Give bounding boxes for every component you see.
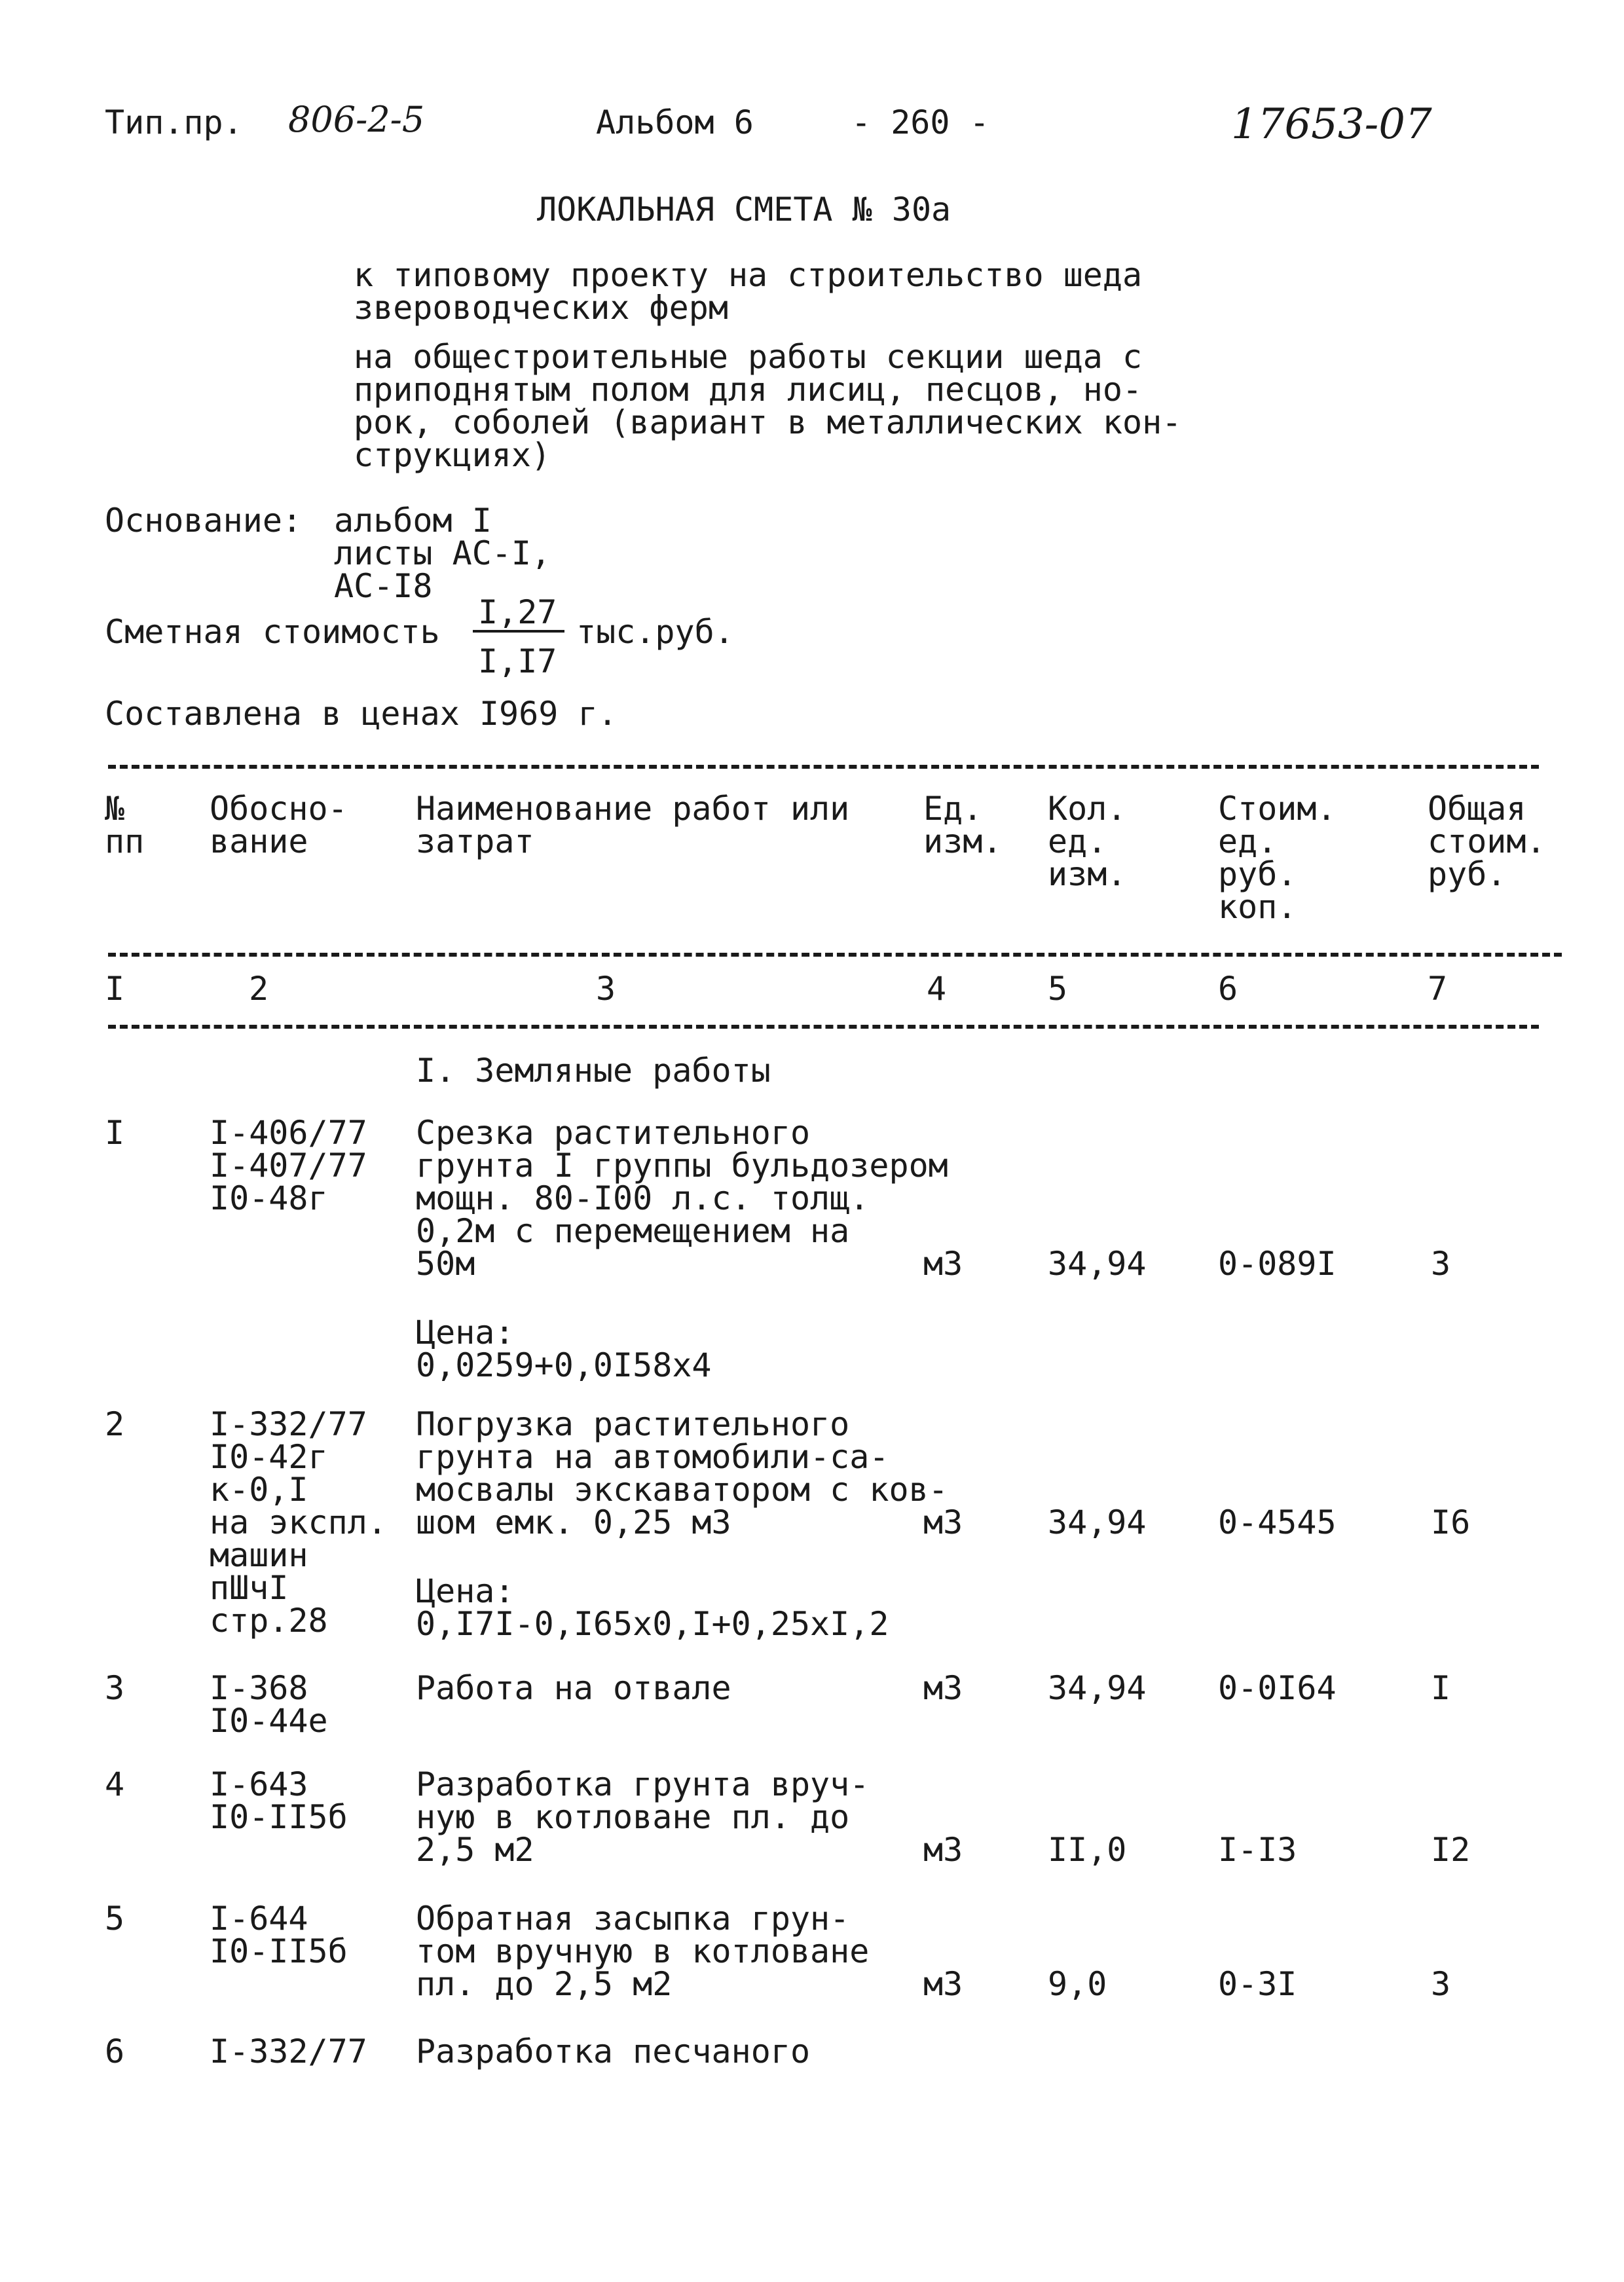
row-name: Обратная засыпка грун- том вручную в котловане пл. до 2,5 м2 (416, 1900, 870, 2003)
header-page-number: - 260 - (851, 103, 989, 141)
cost-numerator: I,27 (478, 593, 557, 631)
row-unit-cost: 0-3I (1218, 1965, 1297, 2003)
header-prefix: Тип.пр. (105, 103, 243, 141)
cost-label: Сметная стоимость (105, 613, 440, 651)
header-col-unit-cost: Стоим. ед. руб. коп. (1218, 790, 1337, 926)
col-number-1: I (105, 970, 125, 1008)
row-number: 6 (105, 2033, 125, 2070)
prices-note: Составлена в ценах I969 г. (105, 695, 618, 733)
row-unit: м3 (923, 1245, 963, 1283)
row-basis: I-406/77 I-407/77 I0-48г (210, 1114, 367, 1217)
col-number-3: 3 (596, 970, 616, 1008)
row-basis: I-332/77 (210, 2033, 367, 2070)
col-number-4: 4 (927, 970, 947, 1008)
subtitle-project: к типовому проекту на строительство шеда звероводческих ферм (354, 256, 1143, 327)
col-number-6: 6 (1218, 970, 1238, 1008)
header-col-number: № пп (105, 790, 145, 860)
row-number: 5 (105, 1900, 125, 1938)
row-unit: м3 (923, 1831, 963, 1869)
document-title: ЛОКАЛЬНАЯ СМЕТА № 30а (537, 191, 951, 229)
row-total: 3 (1431, 1245, 1451, 1283)
row-quantity: II,0 (1048, 1831, 1127, 1869)
row-quantity: 34,94 (1048, 1503, 1147, 1541)
table-rule-top (108, 765, 1539, 769)
row-total: I (1431, 1669, 1451, 1707)
row-unit: м3 (923, 1503, 963, 1541)
row-unit: м3 (923, 1965, 963, 2003)
row-unit-cost: I-I3 (1218, 1831, 1297, 1869)
row-name: Разработка песчаного (416, 2033, 811, 2070)
header-col-unit: Ед. изм. (923, 790, 1003, 860)
header-col-name: Наименование работ или затрат (416, 790, 850, 860)
table-rule-header-bottom (108, 953, 1562, 957)
col-number-7: 7 (1428, 970, 1448, 1008)
basis-references: альбом I листы АС-I, АС-I8 (334, 502, 551, 605)
header-col-quantity: Кол. ед. изм. (1048, 790, 1127, 893)
cost-fraction-line (473, 630, 564, 633)
row-total: 3 (1431, 1965, 1451, 2003)
row-quantity: 34,94 (1048, 1245, 1147, 1283)
row-name: Срезка растительного грунта I группы бульдозером мощн. 80-I00 л.с. толщ. 0,2м с перемещением на 50м (416, 1114, 948, 1283)
row-price-note: Цена: 0,I7I-0,I65x0,I+0,25xI,2 (416, 1572, 889, 1643)
row-name: Разработка грунта вруч- ную в котловане пл. до 2,5 м2 (416, 1765, 870, 1869)
row-unit: м3 (923, 1669, 963, 1707)
header-col-total: Общая стоим. руб. (1428, 790, 1546, 893)
cost-unit: тыс.руб. (576, 613, 734, 651)
row-basis: I-644 I0-II5б (210, 1900, 348, 1970)
row-unit-cost: 0-0I64 (1218, 1669, 1337, 1707)
row-number: 3 (105, 1669, 125, 1707)
header-document-number: 17653-07 (1231, 100, 1432, 149)
row-name: Погрузка растительного грунта на автомобили-са- мосвалы экскаватором с ков- шом емк. 0,25 м3 (416, 1405, 948, 1541)
row-basis: I-643 I0-II5б (210, 1765, 348, 1836)
header-album: Альбом 6 (596, 103, 754, 141)
row-unit-cost: 0-4545 (1218, 1503, 1337, 1541)
cost-denominator: I,I7 (478, 642, 557, 680)
row-price-note: Цена: 0,0259+0,0I58x4 (416, 1314, 712, 1384)
row-number: 4 (105, 1765, 125, 1803)
col-number-5: 5 (1048, 970, 1068, 1008)
header-col-basis: Обосно- вание (210, 790, 348, 860)
row-total: I6 (1431, 1503, 1471, 1541)
row-name: Работа на отвале (416, 1669, 731, 1707)
col-number-2: 2 (249, 970, 269, 1008)
table-rule-numbers-bottom (108, 1025, 1539, 1029)
basis-label: Основание: (105, 502, 303, 540)
row-number: 2 (105, 1405, 125, 1443)
header-project-number: 806-2-5 (288, 99, 425, 140)
row-quantity: 9,0 (1048, 1965, 1107, 2003)
row-quantity: 34,94 (1048, 1669, 1147, 1707)
row-number: I (105, 1114, 125, 1152)
subtitle-works: на общестроительные работы секции шеда с приподнятым полом для лисиц, песцов, но- рок, соболей (вариант в металлических кон- струкциях) (354, 338, 1182, 474)
row-unit-cost: 0-089I (1218, 1245, 1337, 1283)
section-heading: I. Земляные работы (416, 1052, 771, 1090)
row-basis: I-332/77 I0-42г к-0,I на экспл. машин пШчI стр.28 (210, 1405, 387, 1640)
row-total: I2 (1431, 1831, 1471, 1869)
row-basis: I-368 I0-44е (210, 1669, 328, 1740)
